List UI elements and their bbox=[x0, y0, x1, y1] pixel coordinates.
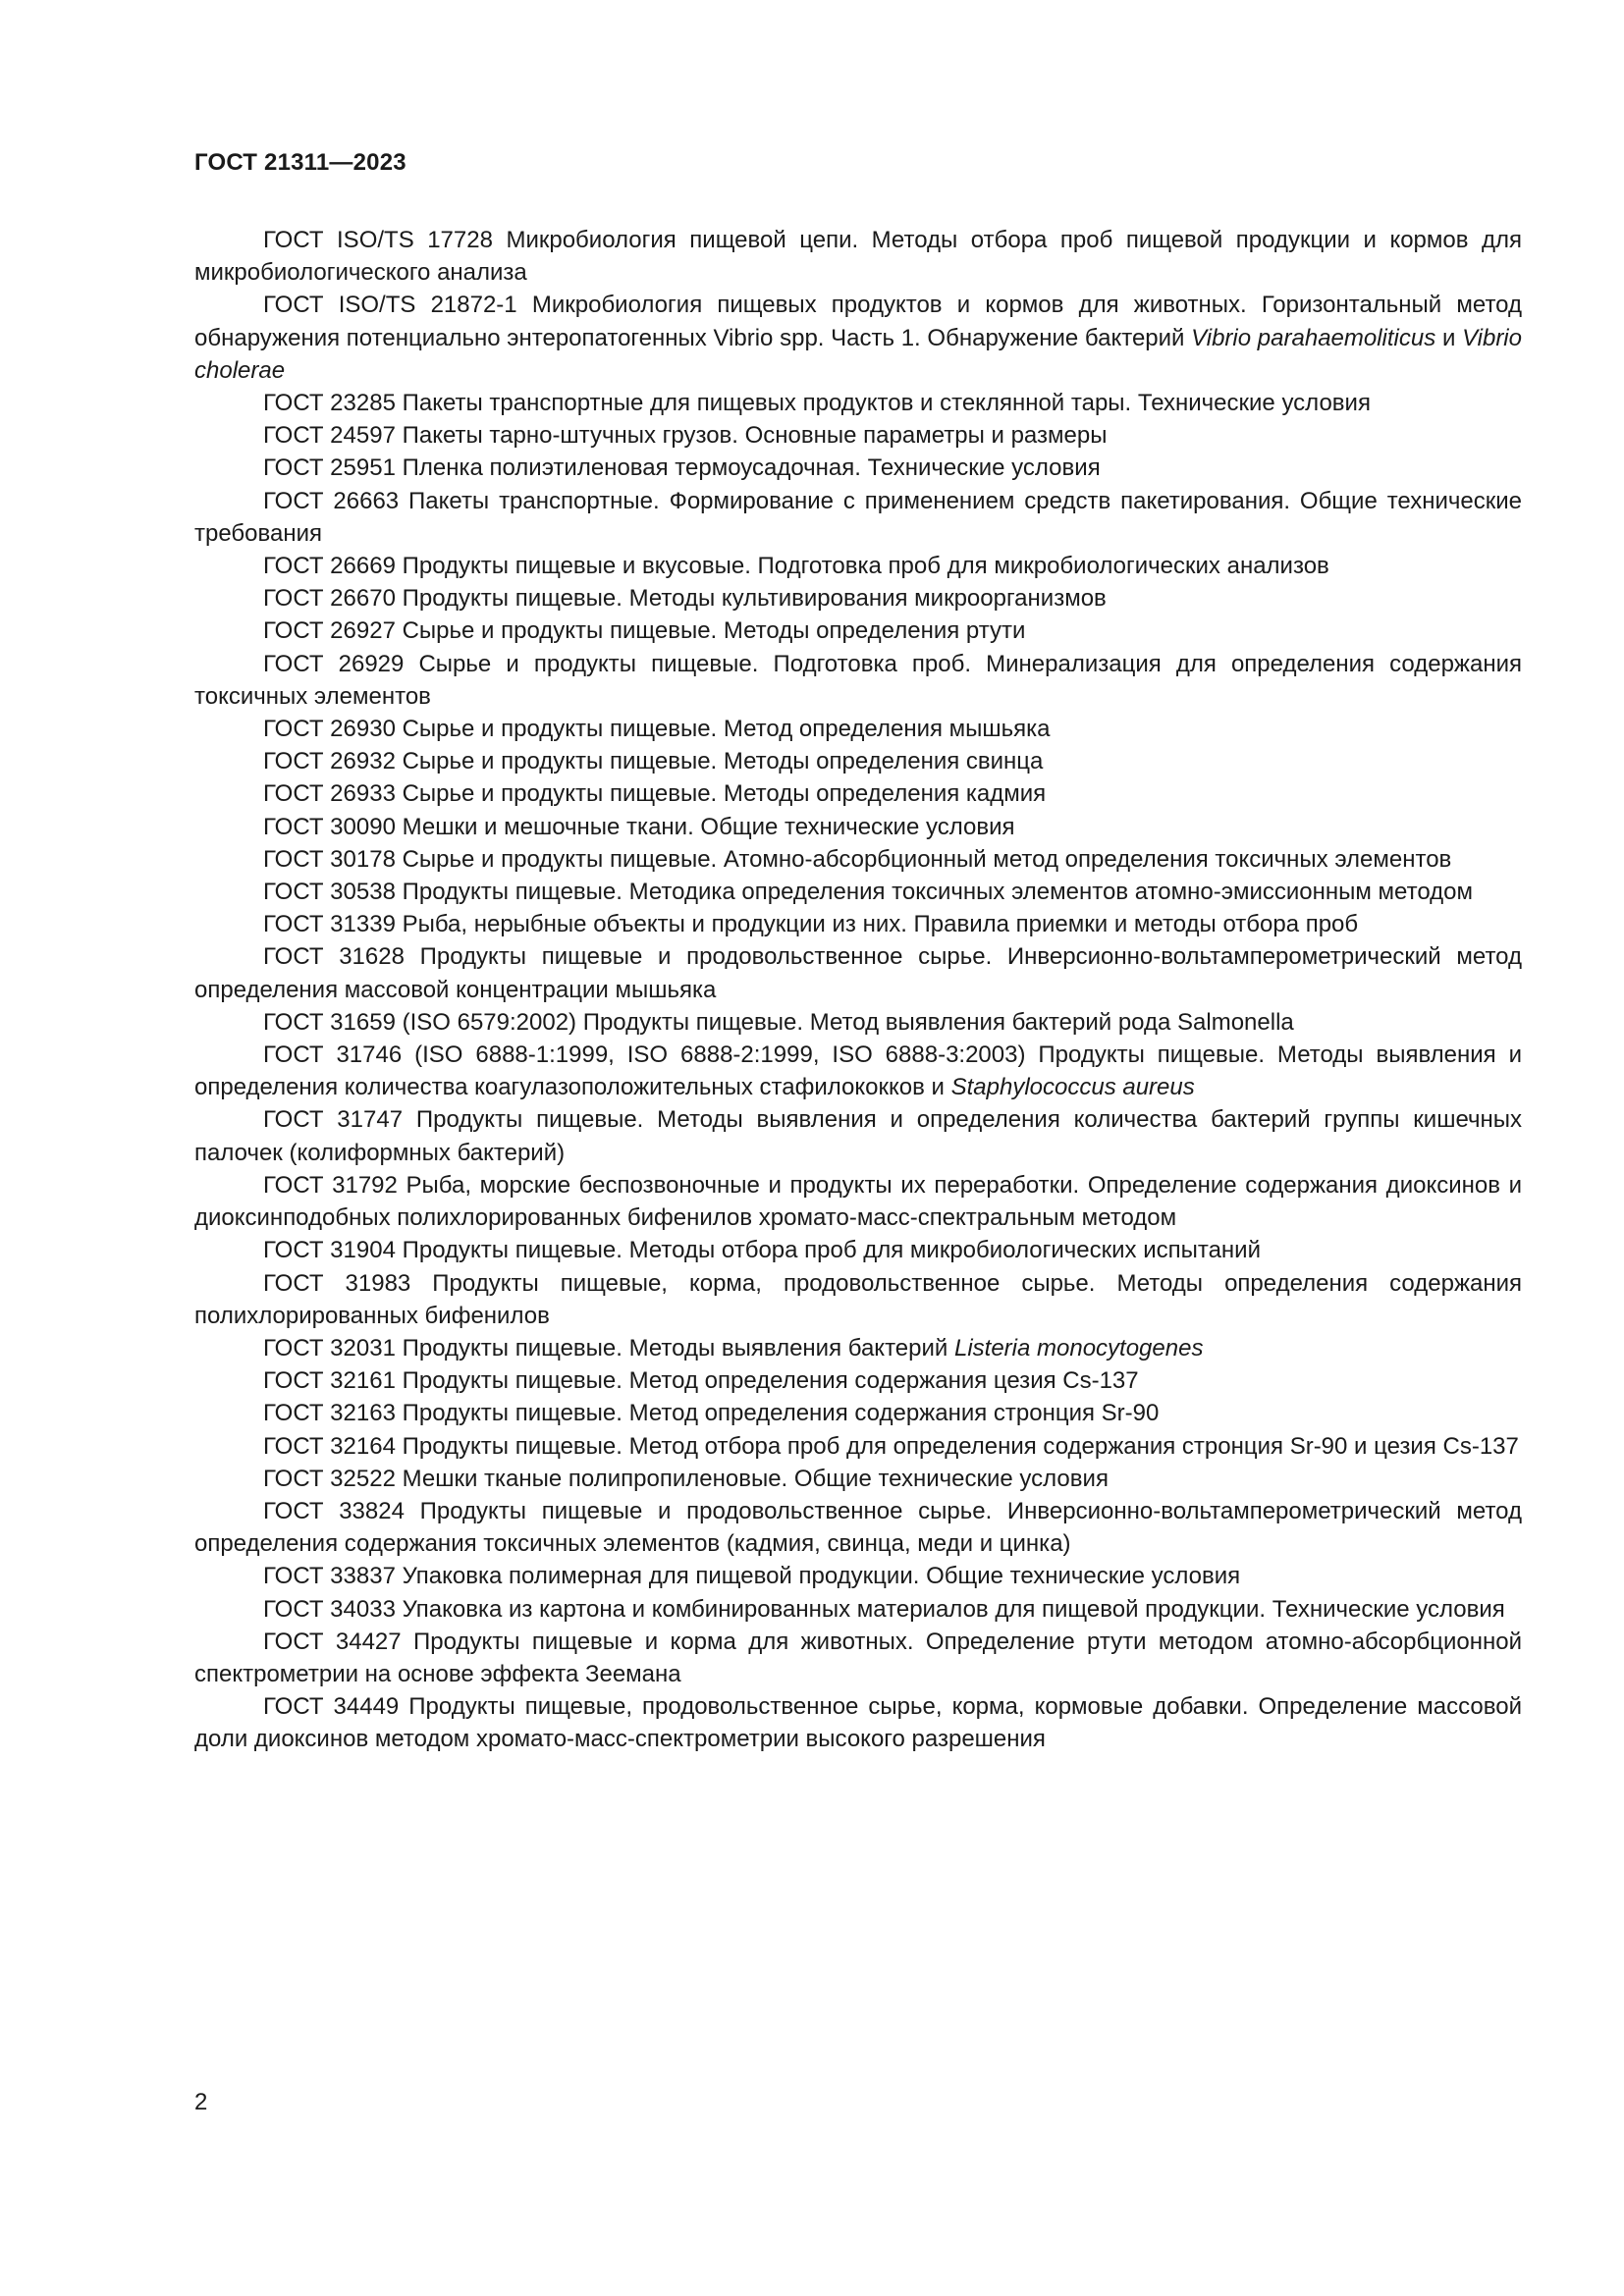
reference-title-text: Мешки тканые полипропиленовые. Общие технические условия bbox=[395, 1465, 1109, 1492]
reference-entry bbox=[194, 745, 1522, 777]
reference-title-text: Продукты пищевые и вкусовые. Подготовка проб для микробиологических анализов bbox=[395, 553, 1329, 580]
reference-code: ГОСТ 32163 bbox=[263, 1400, 396, 1427]
reference-title-text: (ISO 6888-1:1999, ISO 6888-2:1999, ISO 6888-3:2003) Продукты пищевые. Методы выявления и определения количества коагулазоположительных стафилококков и bbox=[194, 1041, 1522, 1101]
reference-code: ГОСТ 33824 bbox=[263, 1497, 405, 1524]
reference-title-text: Упаковка полимерная для пищевой продукции. Общие технические условия bbox=[395, 1563, 1241, 1590]
reference-code: ГОСТ 34449 bbox=[263, 1693, 400, 1721]
reference-code: ГОСТ 31628 bbox=[263, 943, 405, 971]
reference-code: ГОСТ 32522 bbox=[263, 1465, 396, 1492]
reference-code: ГОСТ 26670 bbox=[263, 585, 396, 613]
reference-entry bbox=[194, 485, 1522, 550]
reference-code: ГОСТ 24597 bbox=[263, 422, 396, 450]
reference-code: ГОСТ ISO/TS 17728 bbox=[263, 227, 493, 253]
species-name-italic: Vibrio cholerae bbox=[194, 324, 1522, 384]
reference-code: ГОСТ 31904 bbox=[263, 1237, 396, 1264]
reference-entry bbox=[194, 1234, 1522, 1266]
reference-title-text: Продукты пищевые. Метод определения содержания стронция Sr-90 bbox=[395, 1400, 1160, 1427]
reference-entry bbox=[194, 1332, 1522, 1364]
reference-entry bbox=[194, 1103, 1522, 1168]
reference-title-text: Сырье и продукты пищевые. Подготовка проб. Минерализация для определения содержания токсичных элементов bbox=[194, 650, 1522, 710]
reference-title-text: Мешки и мешочные ткани. Общие технические условия bbox=[395, 813, 1015, 840]
reference-entry bbox=[194, 1463, 1522, 1495]
reference-code: ГОСТ 26669 bbox=[263, 553, 396, 580]
reference-code: ГОСТ 26929 bbox=[263, 650, 405, 677]
reference-entry bbox=[194, 614, 1522, 647]
reference-entry bbox=[194, 550, 1522, 582]
reference-title-text: Рыба, морские беспозвоночные и продукты их переработки. Определение содержания диоксинов и диоксинподобных полихлорированных бифенилов хромато-масс-спектральным методом bbox=[194, 1171, 1523, 1232]
reference-title-text: Продукты пищевые. Метод определения содержания цезия Cs-137 bbox=[395, 1367, 1139, 1395]
reference-title-text: Продукты пищевые и корма для животных. Определение ртути методом атомно-абсорбционной спектрометрии на основе эффекта Зеемана bbox=[194, 1628, 1523, 1687]
reference-code: ГОСТ 32161 bbox=[263, 1367, 396, 1395]
reference-title-text: Микробиология пищевой цепи. Методы отбора проб пищевой продукции и кормов для микробиологического анализа bbox=[194, 227, 1523, 287]
reference-code: ГОСТ 31339 bbox=[263, 911, 396, 938]
reference-entry bbox=[194, 811, 1522, 843]
reference-entry bbox=[194, 1039, 1522, 1103]
reference-entry bbox=[194, 1397, 1522, 1429]
reference-code: ГОСТ 31983 bbox=[263, 1269, 411, 1297]
reference-title-text: Продукты пищевые. Методы выявления бактерий bbox=[395, 1334, 954, 1362]
reference-entry bbox=[194, 713, 1522, 745]
reference-code: ГОСТ 26927 bbox=[263, 617, 396, 645]
reference-entry bbox=[194, 1267, 1522, 1332]
reference-entry bbox=[194, 1364, 1522, 1397]
reference-title-text: Сырье и продукты пищевые. Методы определения кадмия bbox=[395, 780, 1047, 808]
reference-entry bbox=[194, 1560, 1522, 1592]
normative-references-list bbox=[194, 224, 1522, 1756]
reference-entry bbox=[194, 289, 1522, 387]
reference-entry bbox=[194, 940, 1522, 1005]
reference-entry bbox=[194, 1006, 1522, 1039]
reference-entry bbox=[194, 908, 1522, 940]
reference-code: ГОСТ 30090 bbox=[263, 813, 396, 840]
reference-entry bbox=[194, 876, 1522, 908]
reference-title-text: Рыба, нерыбные объекты и продукции из них. Правила приемки и методы отбора проб bbox=[395, 911, 1359, 938]
reference-code: ГОСТ 30178 bbox=[263, 845, 396, 873]
reference-title-text: Продукты пищевые. Метод отбора проб для определения содержания стронция Sr-90 и цезия Cs-137 bbox=[395, 1432, 1519, 1460]
reference-entry bbox=[194, 843, 1522, 876]
reference-entry bbox=[194, 1626, 1522, 1690]
reference-code: ГОСТ 26930 bbox=[263, 716, 396, 743]
reference-code: ГОСТ 33837 bbox=[263, 1563, 396, 1590]
reference-entry bbox=[194, 419, 1522, 452]
reference-title-text: Микробиология пищевых продуктов и кормов для животных. Горизонтальный метод обнаружения потенциально энтеропатогенных Vibrio spp. Часть 1. Обнаружение бактерий bbox=[194, 292, 1523, 351]
reference-code: ГОСТ 34033 bbox=[263, 1595, 396, 1623]
reference-entry bbox=[194, 452, 1522, 484]
reference-code: ГОСТ 26933 bbox=[263, 780, 396, 808]
species-name-italic: Listeria monocytogenes bbox=[953, 1334, 1204, 1362]
reference-title-text: Продукты пищевые. Методы отбора проб для микробиологических испытаний bbox=[395, 1237, 1261, 1264]
reference-entry bbox=[194, 1690, 1522, 1755]
reference-title-text: Продукты пищевые и продовольственное сырье. Инверсионно-вольтамперометрический метод определения массовой концентрации мышьяка bbox=[194, 943, 1522, 1003]
reference-code: ГОСТ 31792 bbox=[263, 1171, 398, 1199]
species-name-italic: Staphylococcus aureus bbox=[950, 1074, 1195, 1101]
reference-title-text: Пакеты транспортные. Формирование с применением средств пакетирования. Общие технические требования bbox=[194, 487, 1523, 547]
reference-title-text: Продукты пищевые. Методы выявления и определения количества бактерий группы кишечных палочек (колиформных бактерий) bbox=[194, 1106, 1523, 1166]
reference-title-text: Сырье и продукты пищевые. Методы определения ртути bbox=[395, 617, 1026, 645]
reference-title-text: Продукты пищевые, корма, продовольственное сырье. Методы определения содержания полихлорированных бифенилов bbox=[194, 1269, 1522, 1329]
reference-entry bbox=[194, 1495, 1522, 1560]
reference-code: ГОСТ ISO/TS 21872-1 bbox=[263, 292, 517, 319]
reference-code: ГОСТ 25951 bbox=[263, 454, 396, 482]
reference-title-text: Сырье и продукты пищевые. Методы определения свинца bbox=[395, 748, 1044, 775]
document-header: ГОСТ 21311—2023 bbox=[194, 149, 406, 176]
reference-code: ГОСТ 30538 bbox=[263, 879, 396, 906]
reference-entry bbox=[194, 582, 1522, 614]
reference-code: ГОСТ 26663 bbox=[263, 487, 400, 514]
page-number: 2 bbox=[194, 2089, 208, 2115]
reference-code: ГОСТ 34427 bbox=[263, 1628, 402, 1655]
reference-code: ГОСТ 26932 bbox=[263, 748, 396, 775]
reference-title-text: (ISO 6579:2002) Продукты пищевые. Метод выявления бактерий рода Salmonella bbox=[395, 1008, 1294, 1036]
reference-entry bbox=[194, 1593, 1522, 1626]
reference-entry bbox=[194, 387, 1522, 419]
reference-title-text: Продукты пищевые. Методы культивирования микроорганизмов bbox=[395, 585, 1107, 613]
reference-title-text: и bbox=[1435, 324, 1463, 351]
reference-title-text: Сырье и продукты пищевые. Метод определения мышьяка bbox=[395, 716, 1051, 743]
reference-title-text: Продукты пищевые и продовольственное сырье. Инверсионно-вольтамперометрический метод определения содержания токсичных элементов (кадмия, свинца, меди и цинка) bbox=[194, 1497, 1522, 1558]
reference-entry bbox=[194, 1169, 1522, 1234]
reference-code: ГОСТ 31747 bbox=[263, 1106, 404, 1134]
reference-code: ГОСТ 32031 bbox=[263, 1334, 396, 1362]
species-name-italic: Vibrio parahaemoliticus bbox=[1191, 324, 1436, 351]
reference-entry bbox=[194, 224, 1522, 289]
reference-title-text: Пакеты транспортные для пищевых продуктов и стеклянной тары. Технические условия bbox=[395, 390, 1371, 417]
reference-code: ГОСТ 31746 bbox=[263, 1041, 403, 1069]
reference-title-text: Упаковка из картона и комбинированных материалов для пищевой продукции. Технические условия bbox=[395, 1595, 1505, 1623]
reference-entry bbox=[194, 1430, 1522, 1463]
reference-title-text: Продукты пищевые. Методика определения токсичных элементов атомно-эмиссионным методом bbox=[395, 879, 1473, 906]
reference-entry bbox=[194, 777, 1522, 810]
reference-title-text: Пленка полиэтиленовая термоусадочная. Технические условия bbox=[395, 454, 1101, 482]
reference-code: ГОСТ 32164 bbox=[263, 1432, 396, 1460]
reference-code: ГОСТ 23285 bbox=[263, 390, 396, 417]
reference-code: ГОСТ 31659 bbox=[263, 1008, 396, 1036]
reference-entry bbox=[194, 648, 1522, 713]
reference-title-text: Сырье и продукты пищевые. Атомно-абсорбционный метод определения токсичных элементов bbox=[395, 845, 1452, 873]
reference-title-text: Продукты пищевые, продовольственное сырье, корма, кормовые добавки. Определение массовой доли диоксинов методом хромато-масс-спектрометрии высокого разрешения bbox=[194, 1693, 1522, 1753]
reference-title-text: Пакеты тарно-штучных грузов. Основные параметры и размеры bbox=[395, 422, 1108, 450]
